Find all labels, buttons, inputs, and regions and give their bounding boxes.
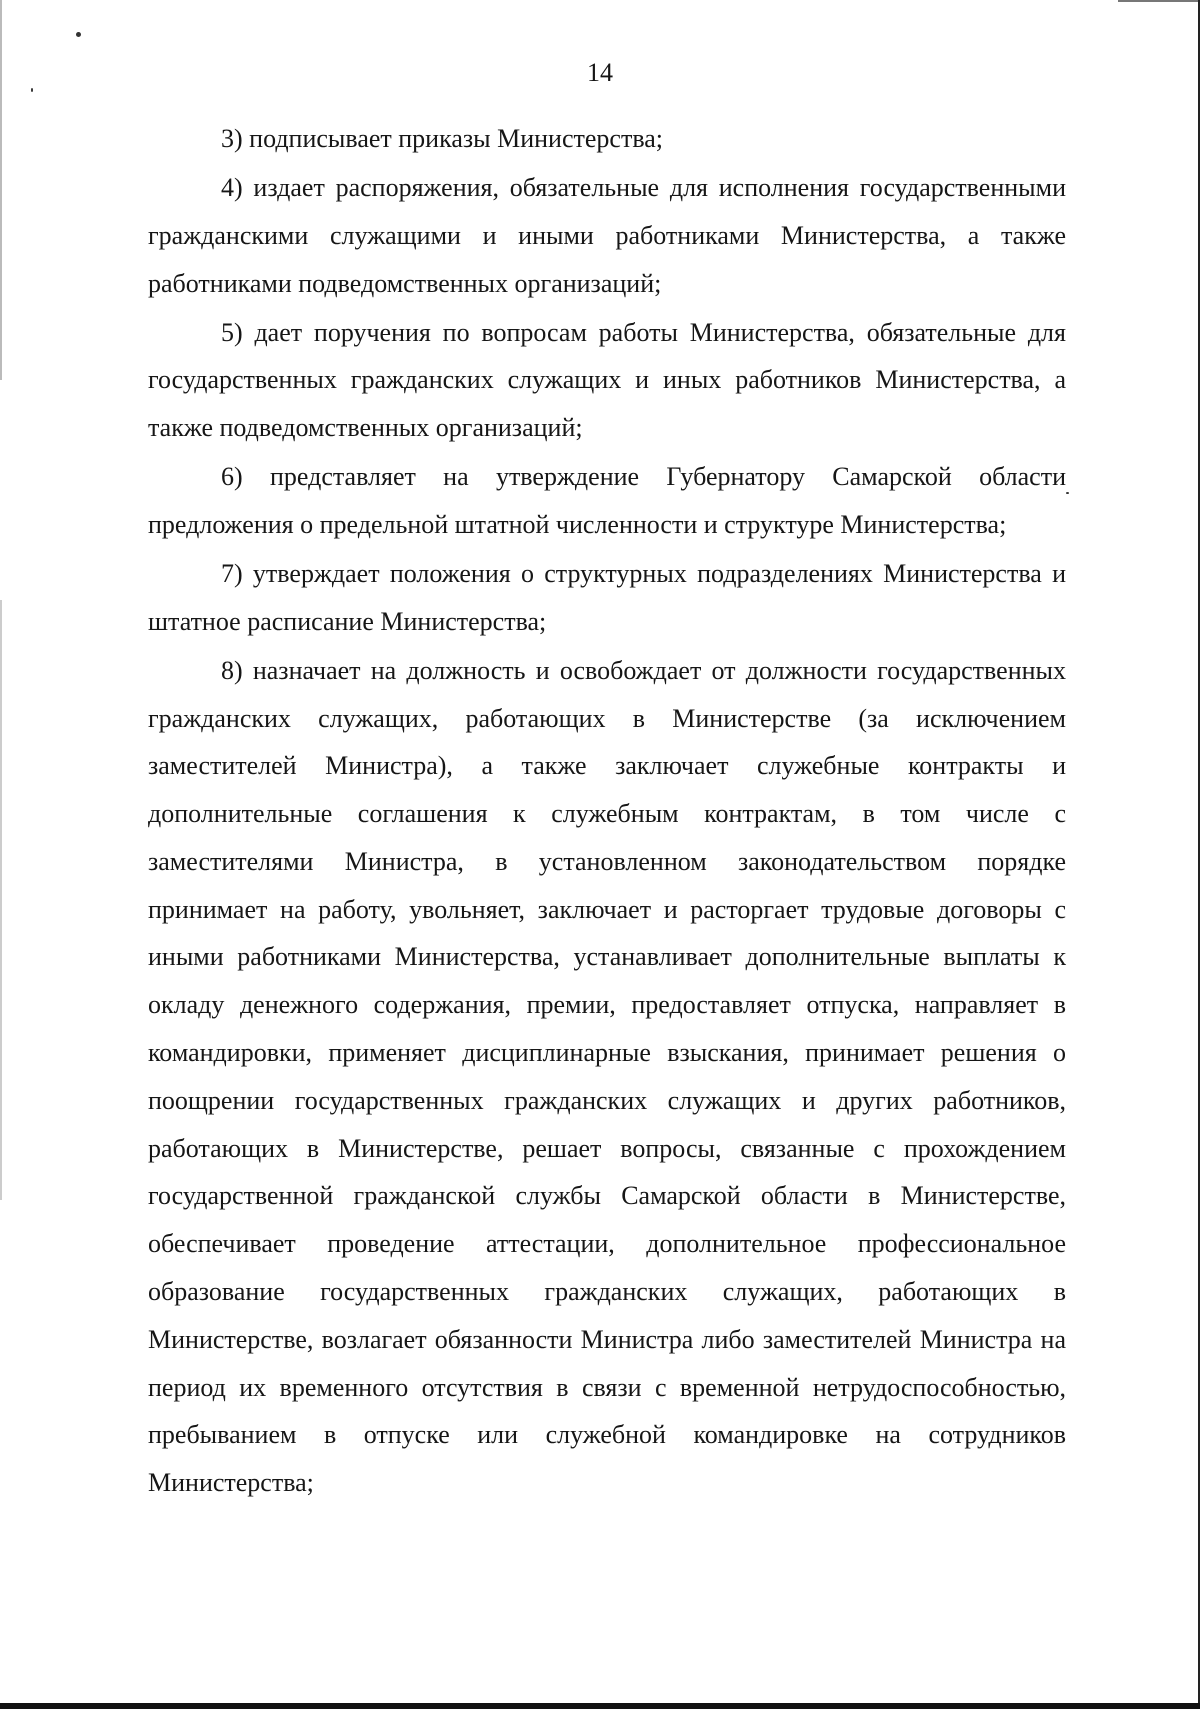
scan-edge-left [0, 0, 2, 380]
paragraph-item-4: 4) издает распоряжения, обязательные для исполнения государственными гражданскими служащими и иными работниками Министерства, а также работниками подведомственных организаций; [148, 172, 1066, 298]
document-body [148, 115, 1066, 1508]
paragraph-item-5: 5) дает поручения по вопросам работы Министерства, обязательные для государственных гражданских служащих и иных работников Министерства, а также подведомственных организаций; [148, 317, 1066, 443]
paragraph-item-3: 3) подписывает приказы Министерства; [221, 124, 664, 153]
paragraph-item-6: 6) представляет на утверждение Губернатору Самарской области предложения о предельной штатной численности и структуре Министерства; [148, 462, 1066, 539]
page-number: 14 [587, 58, 613, 87]
scan-edge-left-lower [0, 600, 2, 1200]
scan-speck [1066, 492, 1069, 494]
scan-edge-top [1118, 0, 1200, 2]
paragraph-item-8: 8) назначает на должность и освобождает от должности государственных гражданских служащих, работающих в Министерстве (за исключением заместителей Министра), а также заключает служебные контракты и дополнительные соглашения к служебным контрактам, в том числе с заместителями Министра, в установленном законодательством порядке принимает на работу, увольняет, заключает и расторгает трудовые договоры с иными работниками Министерства, устанавливает дополнительные выплаты к окладу денежного содержания, премии, предоставляет отпуска, направляет в командировки, применяет дисциплинарные взыскания, принимает решения о поощрении государственных гражданских служащих и других работников, работающих в Министерстве, решает вопросы, связанные с прохождением государственной гражданской службы Самарской области в Министерстве, обеспечивает проведение аттестации, дополнительное профессиональное образование государственных гражданских служащих, работающих в Министерстве, возлагает обязанности Министра либо заместителей Министра на период их временного отсутствия в связи с временной нетрудоспособностью, пребыванием в отпуске или служебной командировке на сотрудников Министерства; [148, 655, 1066, 1498]
scan-speck [76, 32, 81, 37]
scan-edge-bottom [0, 1703, 1200, 1709]
paragraph-item-7: 7) утверждает положения о структурных подразделениях Министерства и штатное расписание Министерства; [148, 558, 1066, 636]
scan-speck [31, 88, 33, 92]
